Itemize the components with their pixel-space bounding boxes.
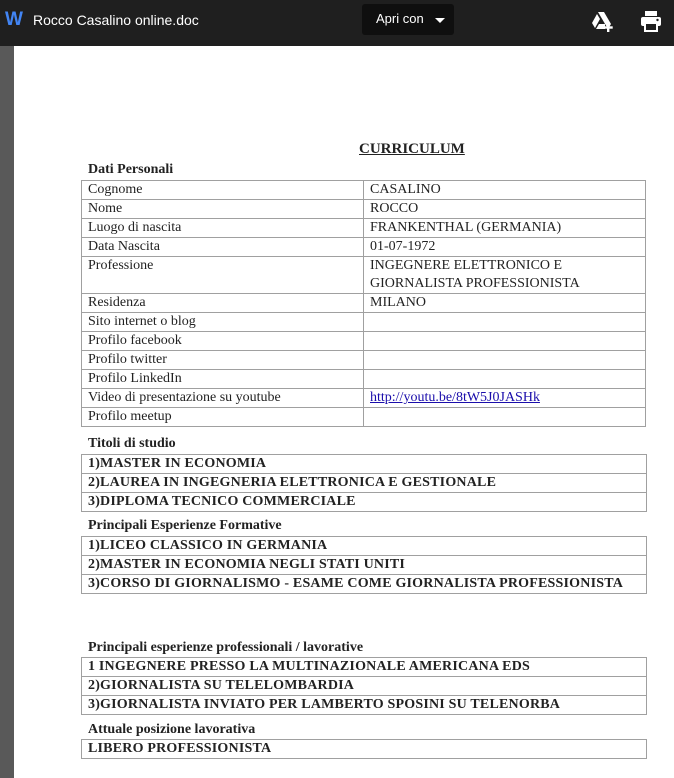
- table-row: [82, 219, 646, 238]
- table-cell-value: [364, 408, 646, 427]
- viewer-toolbar: [0, 0, 674, 46]
- table-cell-value: [364, 370, 646, 389]
- table-row: [82, 181, 646, 200]
- table-row: [82, 389, 646, 408]
- word-icon: W: [5, 9, 23, 30]
- table-cell-label: Profilo facebook: [82, 332, 364, 351]
- table-row: [82, 493, 647, 512]
- section-heading-work: Principali esperienze professionali / lavorative: [88, 640, 364, 655]
- open-with-label: Apri con: [376, 11, 424, 26]
- section-heading-current: Attuale posizione lavorativa: [88, 722, 256, 737]
- table-cell-value: 01-07-1972: [364, 238, 646, 257]
- table-cell-label: Profilo twitter: [82, 351, 364, 370]
- table-cell-label: Professione: [82, 257, 364, 294]
- table-cell-value: [364, 332, 646, 351]
- table-row: [82, 537, 647, 556]
- table-row: [82, 474, 647, 493]
- table-cell-value: CASALINO: [364, 181, 646, 200]
- training-table: [81, 536, 647, 594]
- current-position-table: [81, 739, 647, 759]
- table-cell-label: Data Nascita: [82, 238, 364, 257]
- document-title: Rocco Casalino online.doc: [33, 12, 199, 28]
- table-cell-value: ROCCO: [364, 200, 646, 219]
- table-cell: 1 INGEGNERE PRESSO LA MULTINAZIONALE AMERICANA EDS: [82, 658, 647, 677]
- table-cell: 2)GIORNALISTA SU TELELOMBARDIA: [82, 677, 647, 696]
- youtube-video-link[interactable]: http://youtu.be/8tW5J0JASHk: [370, 390, 540, 405]
- table-row: [82, 556, 647, 575]
- table-cell: 1)LICEO CLASSICO IN GERMANIA: [82, 537, 647, 556]
- table-row: [82, 313, 646, 332]
- document-page: [14, 46, 674, 778]
- table-cell-label: Profilo LinkedIn: [82, 370, 364, 389]
- table-row: [82, 257, 646, 294]
- section-heading-training: Principali Esperienze Formative: [88, 518, 282, 533]
- table-cell: LIBERO PROFESSIONISTA: [82, 740, 647, 759]
- studies-table: [81, 454, 647, 512]
- add-to-drive-icon[interactable]: [591, 10, 615, 32]
- table-row: [82, 351, 646, 370]
- table-row: [82, 200, 646, 219]
- table-cell-value: [364, 313, 646, 332]
- table-row: [82, 658, 647, 677]
- table-cell: 1)MASTER IN ECONOMIA: [82, 455, 647, 474]
- table-cell-label: Luogo di nascita: [82, 219, 364, 238]
- section-heading-personal: Dati Personali: [88, 162, 174, 177]
- table-row: [82, 740, 647, 759]
- table-cell-label: Video di presentazione su youtube: [82, 389, 364, 408]
- section-heading-studies: Titoli di studio: [88, 436, 176, 451]
- table-row: [82, 370, 646, 389]
- table-row: [82, 696, 647, 715]
- table-row: [82, 408, 646, 427]
- chevron-down-icon: [435, 18, 445, 23]
- table-row: [82, 575, 647, 594]
- table-cell-label: Cognome: [82, 181, 364, 200]
- table-cell-label: Nome: [82, 200, 364, 219]
- curriculum-title: CURRICULUM: [359, 141, 465, 157]
- print-icon[interactable]: [639, 10, 663, 32]
- table-cell-value: [364, 351, 646, 370]
- work-table: [81, 657, 647, 715]
- table-cell: 3)GIORNALISTA INVIATO PER LAMBERTO SPOSINI SU TELENORBA: [82, 696, 647, 715]
- personal-data-table: [81, 180, 646, 427]
- table-cell-value: MILANO: [364, 294, 646, 313]
- table-cell: 3)CORSO DI GIORNALISMO - ESAME COME GIORNALISTA PROFESSIONISTA: [82, 575, 647, 594]
- table-cell-label: Sito internet o blog: [82, 313, 364, 332]
- table-cell-label: Residenza: [82, 294, 364, 313]
- table-cell-value: INGEGNERE ELETTRONICO E GIORNALISTA PROFESSIONISTA: [364, 257, 646, 294]
- table-row: [82, 294, 646, 313]
- table-cell: 2)MASTER IN ECONOMIA NEGLI STATI UNITI: [82, 556, 647, 575]
- open-with-button[interactable]: [362, 4, 454, 35]
- table-cell-label: Profilo meetup: [82, 408, 364, 427]
- table-cell-value: FRANKENTHAL (GERMANIA): [364, 219, 646, 238]
- table-cell: 3)DIPLOMA TECNICO COMMERCIALE: [82, 493, 647, 512]
- table-row: [82, 677, 647, 696]
- table-cell-value: [364, 389, 646, 408]
- table-row: [82, 455, 647, 474]
- table-row: [82, 332, 646, 351]
- table-cell: 2)LAUREA IN INGEGNERIA ELETTRONICA E GESTIONALE: [82, 474, 647, 493]
- table-row: [82, 238, 646, 257]
